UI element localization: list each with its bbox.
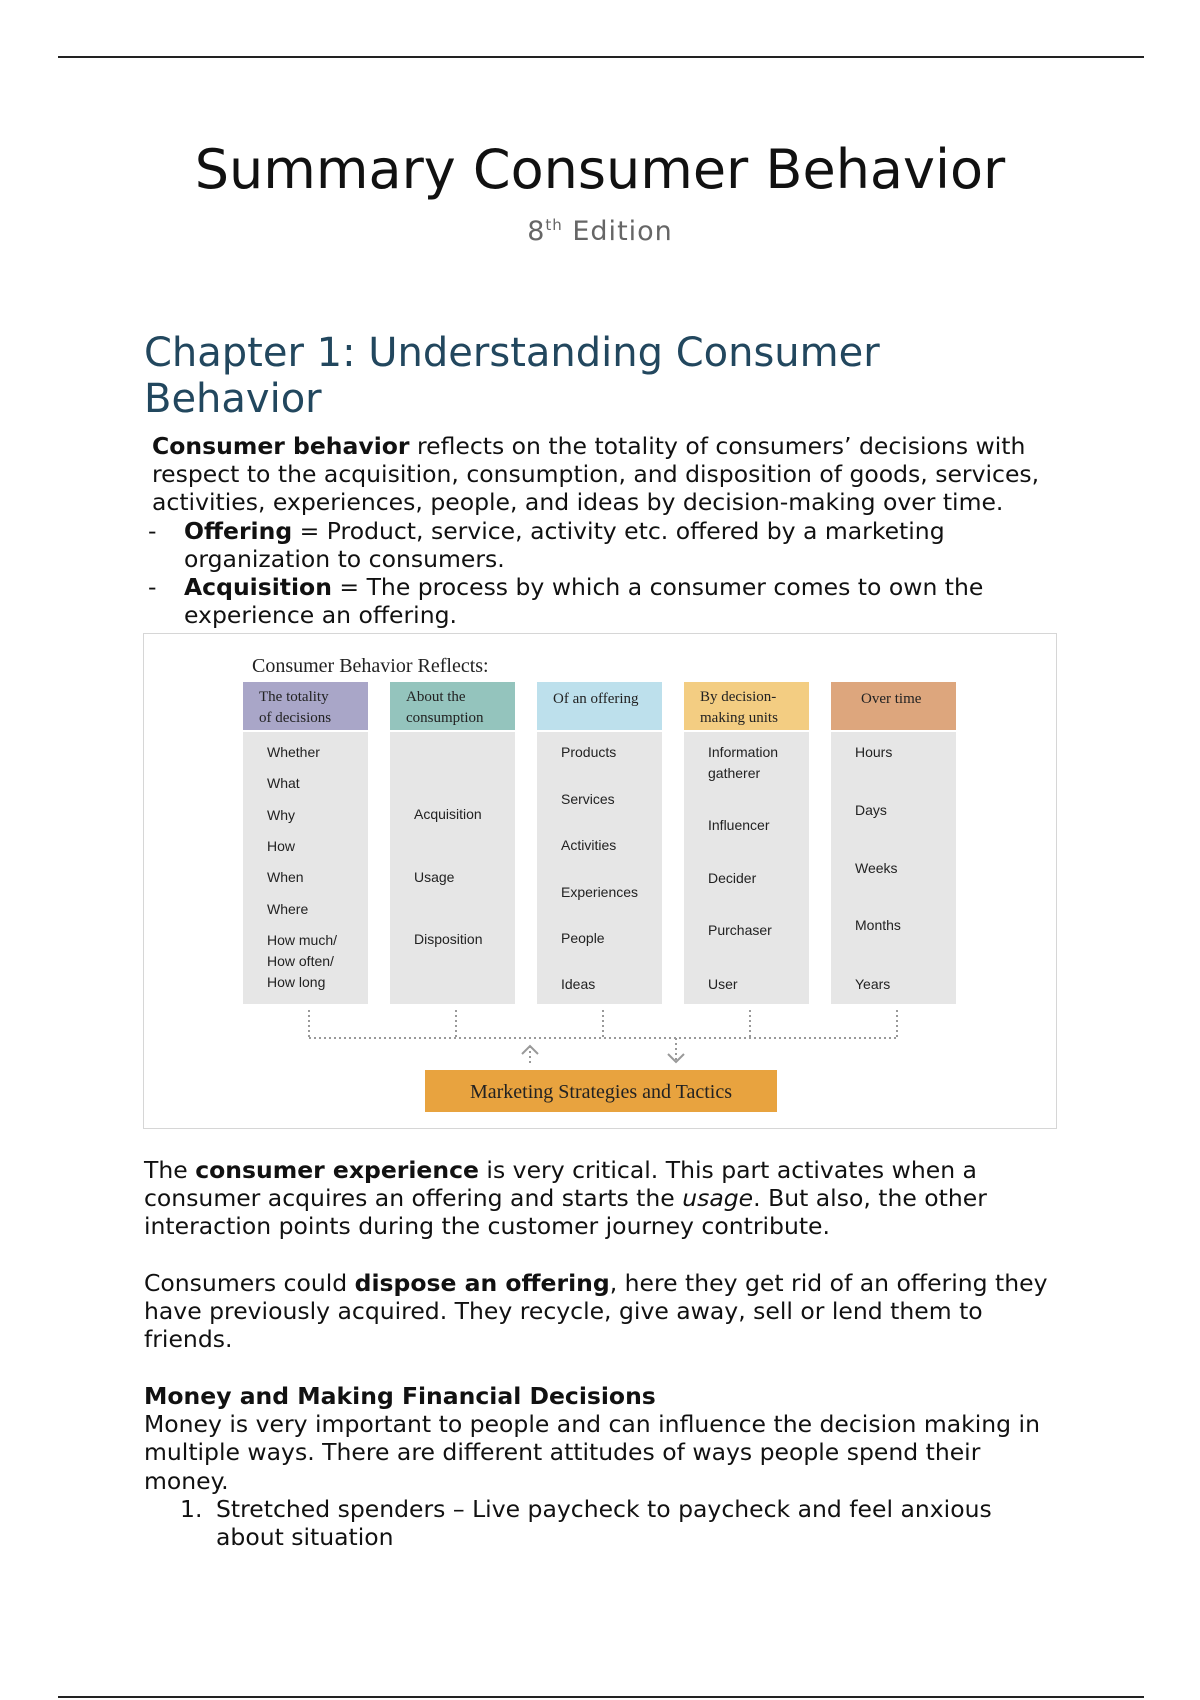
column-header-text: Of an offering [553,691,639,707]
column-item: Usage [414,869,455,885]
column-item: People [561,930,605,946]
column-header-text: About the [406,689,466,705]
column-item: How much/ [267,932,338,948]
column-item: gatherer [708,765,761,781]
bottom-rule [58,1696,1144,1698]
column-body [390,732,515,1004]
column-item: User [708,976,738,992]
document-title: Summary Consumer Behavior [194,138,1006,201]
column-item: Disposition [414,931,483,947]
consumer-experience-paragraph: The consumer experience is very critical. This part activates when a consumer acquires an offering and starts the usage. But also, the other interaction points during the customer journey contribute. [144,1156,987,1241]
spender-list [144,1495,1058,1551]
column-item: Information [708,744,779,760]
column-item: Where [267,901,309,917]
column-item: How long [267,974,326,990]
diagram-canvas [144,634,1056,1128]
column-item: Whether [267,744,320,760]
column-item: How often/ [267,953,334,969]
money-paragraph: Money is very important to people and can influence the decision making in multiple ways. There are different attitudes of ways people spend their money. [144,1410,1040,1495]
intro-paragraph: Consumer behavior reflects on the totality of consumers’ decisions with respect to the acquisition, consumption, and disposition of goods, services, activities, experiences, people, and ideas by decision-making over time. [152,432,1040,517]
chapter-heading: Chapter 1: Understanding Consumer Behavior [144,330,880,422]
column-item: Activities [561,837,617,853]
column-header-text: of decisions [259,710,332,726]
column-item: Services [561,791,615,807]
column-item: Years [855,976,891,992]
edition-subtitle: 8th Edition [527,216,673,247]
list-item: - Acquisition = The process by which a consumer comes to own the experience an offering. [148,573,984,630]
column-header-text: making units [700,710,778,726]
top-rule [58,56,1144,58]
column-item: What [267,775,300,791]
column-item: Products [561,744,617,760]
column-item: Influencer [708,817,770,833]
column-item: Why [267,807,295,823]
diagram-title: Consumer Behavior Reflects: [252,655,489,677]
strategies-label: Marketing Strategies and Tactics [469,1081,733,1103]
column-header-text: The totality [259,689,329,705]
column-header-text: consumption [406,710,484,726]
column-item: Days [855,802,887,818]
list-item: - Offering = Product, service, activity etc. offered by a marketing organization to consumers. [148,516,945,573]
column-item: Decider [708,870,757,886]
column-item: Months [855,917,901,933]
column-item: Weeks [855,860,898,876]
definition-list [144,517,1058,630]
list-item: 1. Stretched spenders – Live paycheck to paycheck and feel anxious about situation [180,1494,992,1552]
consumer-behavior-diagram [143,633,1057,1129]
column-header-text: Over time [861,691,922,707]
section-heading: Money and Making Financial Decisions [144,1382,656,1410]
intro-section [144,432,1058,629]
column-item: When [267,869,304,885]
money-section [144,1382,1058,1551]
column-item: How [267,838,296,854]
column-header-text: By decision- [700,689,777,705]
column-item: Experiences [561,884,639,900]
column-body [537,732,662,1004]
column-item: Acquisition [414,806,482,822]
column-item: Hours [855,744,893,760]
column-item: Purchaser [708,922,772,938]
column-item: Ideas [561,976,596,992]
dispose-paragraph: Consumers could dispose an offering, here they get rid of an offering they have previously acquired. They recycle, give away, sell or lend them to friends. [144,1269,1048,1354]
